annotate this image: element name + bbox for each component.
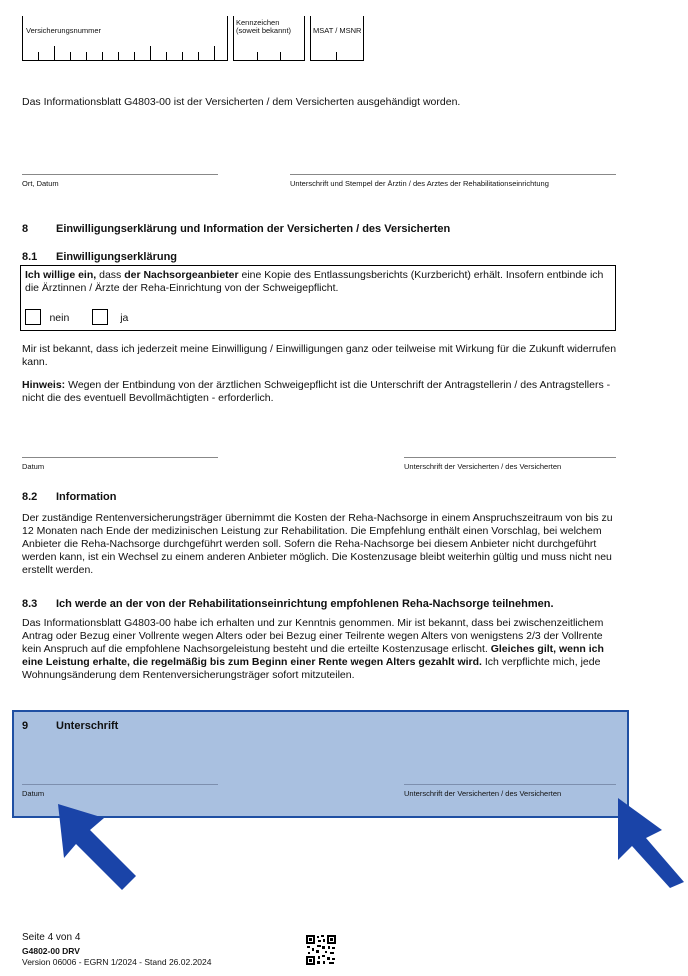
versicherte-signature-label-1: Unterschrift der Versicherten / des Versicherten: [404, 462, 562, 471]
qr-code-icon: [305, 934, 337, 966]
datum-line-1[interactable]: [22, 457, 218, 458]
section-83-number: 8.3: [22, 598, 38, 610]
label-ja: ja: [120, 312, 129, 324]
section-83-title: Ich werde an der von der Rehabilitationseinrichtung empfohlenen Reha-Nachsorge teilnehmen.: [56, 598, 554, 610]
datum-label-1: Datum: [22, 462, 45, 471]
consent-options: [25, 308, 128, 326]
section-8-title: Einwilligungserklärung und Information der Versicherten / des Versicherten: [56, 223, 451, 235]
arzt-signature-label: Unterschrift und Stempel der Ärztin / des Arztes der Rehabilitationseinrichtung: [290, 179, 549, 188]
section-82-title: Information: [56, 491, 117, 503]
info-statement: Das Informationsblatt G4803-00 ist der Versicherten / dem Versicherten ausgehändigt worden.: [22, 96, 461, 108]
msat-label: MSAT / MSNR: [313, 26, 362, 35]
versicherte-signature-line-1[interactable]: [404, 457, 616, 458]
widerruf-text: Mir ist bekannt, dass ich jederzeit meine Einwilligung / Einwilligungen ganz oder teilweise mit Wirkung für die Zukunft widerrufen kann.: [22, 343, 617, 368]
section-9-title: Unterschrift: [56, 720, 119, 732]
consent-box: [20, 265, 616, 331]
section-81-title: Einwilligungserklärung: [56, 251, 178, 263]
section-81-number: 8.1: [22, 251, 38, 263]
arrow-up-left-icon: [48, 796, 144, 896]
arzt-signature-line[interactable]: [290, 174, 616, 175]
form-id: G4802-00 DRV: [22, 946, 80, 956]
msat-box[interactable]: [310, 16, 364, 61]
kennzeichen-label: Kennzeichen: [236, 18, 280, 27]
section-83-text: Das Informationsblatt G4803-00 habe ich erhalten und zur Kenntnis genommen. Mir ist bekannt, dass bei zwischenzeitlichem Antrag oder Bezug einer Vollrente wegen Alters oder bei Bezug einer Teilrente wegen Alters von wenigstens 2/3 der Vollrente kein Anspruch auf die empfohlene Nachsorgeleistung besteht und die erteilte Kostenzusage erlischt. Gleiches gilt, wenn ich eine Leistung erhalte, die regelmäßig bis zum Beginn einer Rente wegen Alters gezahlt wird. Ich verpflichte mich, jede Wohnungsänderung dem Rentenversicherungsträger sofort mitzuteilen.: [22, 617, 604, 681]
section-82-text: Der zuständige Rentenversicherungsträger übernimmt die Kosten der Reha-Nachsorge in einem Anspruchszeitraum von bis zu 12 Monaten nach Ende der medizinischen Leistung zur Rehabilitation. Die Empfehlung enthält einen Vorschlag, bei welchem Anbieter die Reha-Nachsorge durchgeführt werden soll. Sofern die Reha-Nachsorge bei diesem Anbieter nicht durchgeführt werden kann, ist ein Wechsel zu einem anderen Anbieter möglich. Die Kostenzusage bleibt weiterhin gültig und muss nicht neu erstellt werden.: [22, 512, 613, 576]
versicherte-signature-label-2: Unterschrift der Versicherten / des Versicherten: [404, 789, 562, 798]
ort-datum-label: Ort, Datum: [22, 179, 59, 188]
checkbox-nein[interactable]: [25, 309, 41, 325]
versicherungsnummer-label: Versicherungsnummer: [26, 26, 102, 35]
page-number: Seite 4 von 4: [22, 932, 81, 943]
section-8-number: 8: [22, 223, 29, 235]
versicherte-signature-line-2[interactable]: [404, 784, 616, 785]
label-nein: nein: [49, 312, 70, 324]
consent-text: Ich willige ein, dass der Nachsorgeanbieter eine Kopie des Entlassungsberichts (Kurzbericht) erhält. Insofern entbinde ich die Ärztinnen / Ärzte der Reha-Einrichtung von der Schweigepflicht.: [25, 269, 604, 294]
versicherungsnummer-box[interactable]: [22, 16, 228, 61]
section-82-number: 8.2: [22, 491, 38, 503]
section-9-number: 9: [22, 720, 29, 732]
kennzeichen-sublabel: (soweit bekannt): [236, 26, 292, 35]
checkbox-ja[interactable]: [92, 309, 108, 325]
arrow-up-right-icon: [604, 790, 688, 890]
datum-line-2[interactable]: [22, 784, 218, 785]
form-version: Version 06006 - EGRN 1/2024 - Stand 26.02.2024: [22, 957, 212, 967]
ort-datum-line[interactable]: [22, 174, 218, 175]
datum-label-2: Datum: [22, 789, 45, 798]
hinweis-text: Hinweis: Wegen der Entbindung von der ärztlichen Schweigepflicht ist die Unterschrift der Antragstellerin / des Antragstellers - nicht die des eventuell Bevollmächtigten - erforderlich.: [22, 379, 611, 404]
kennzeichen-box[interactable]: [233, 16, 305, 61]
